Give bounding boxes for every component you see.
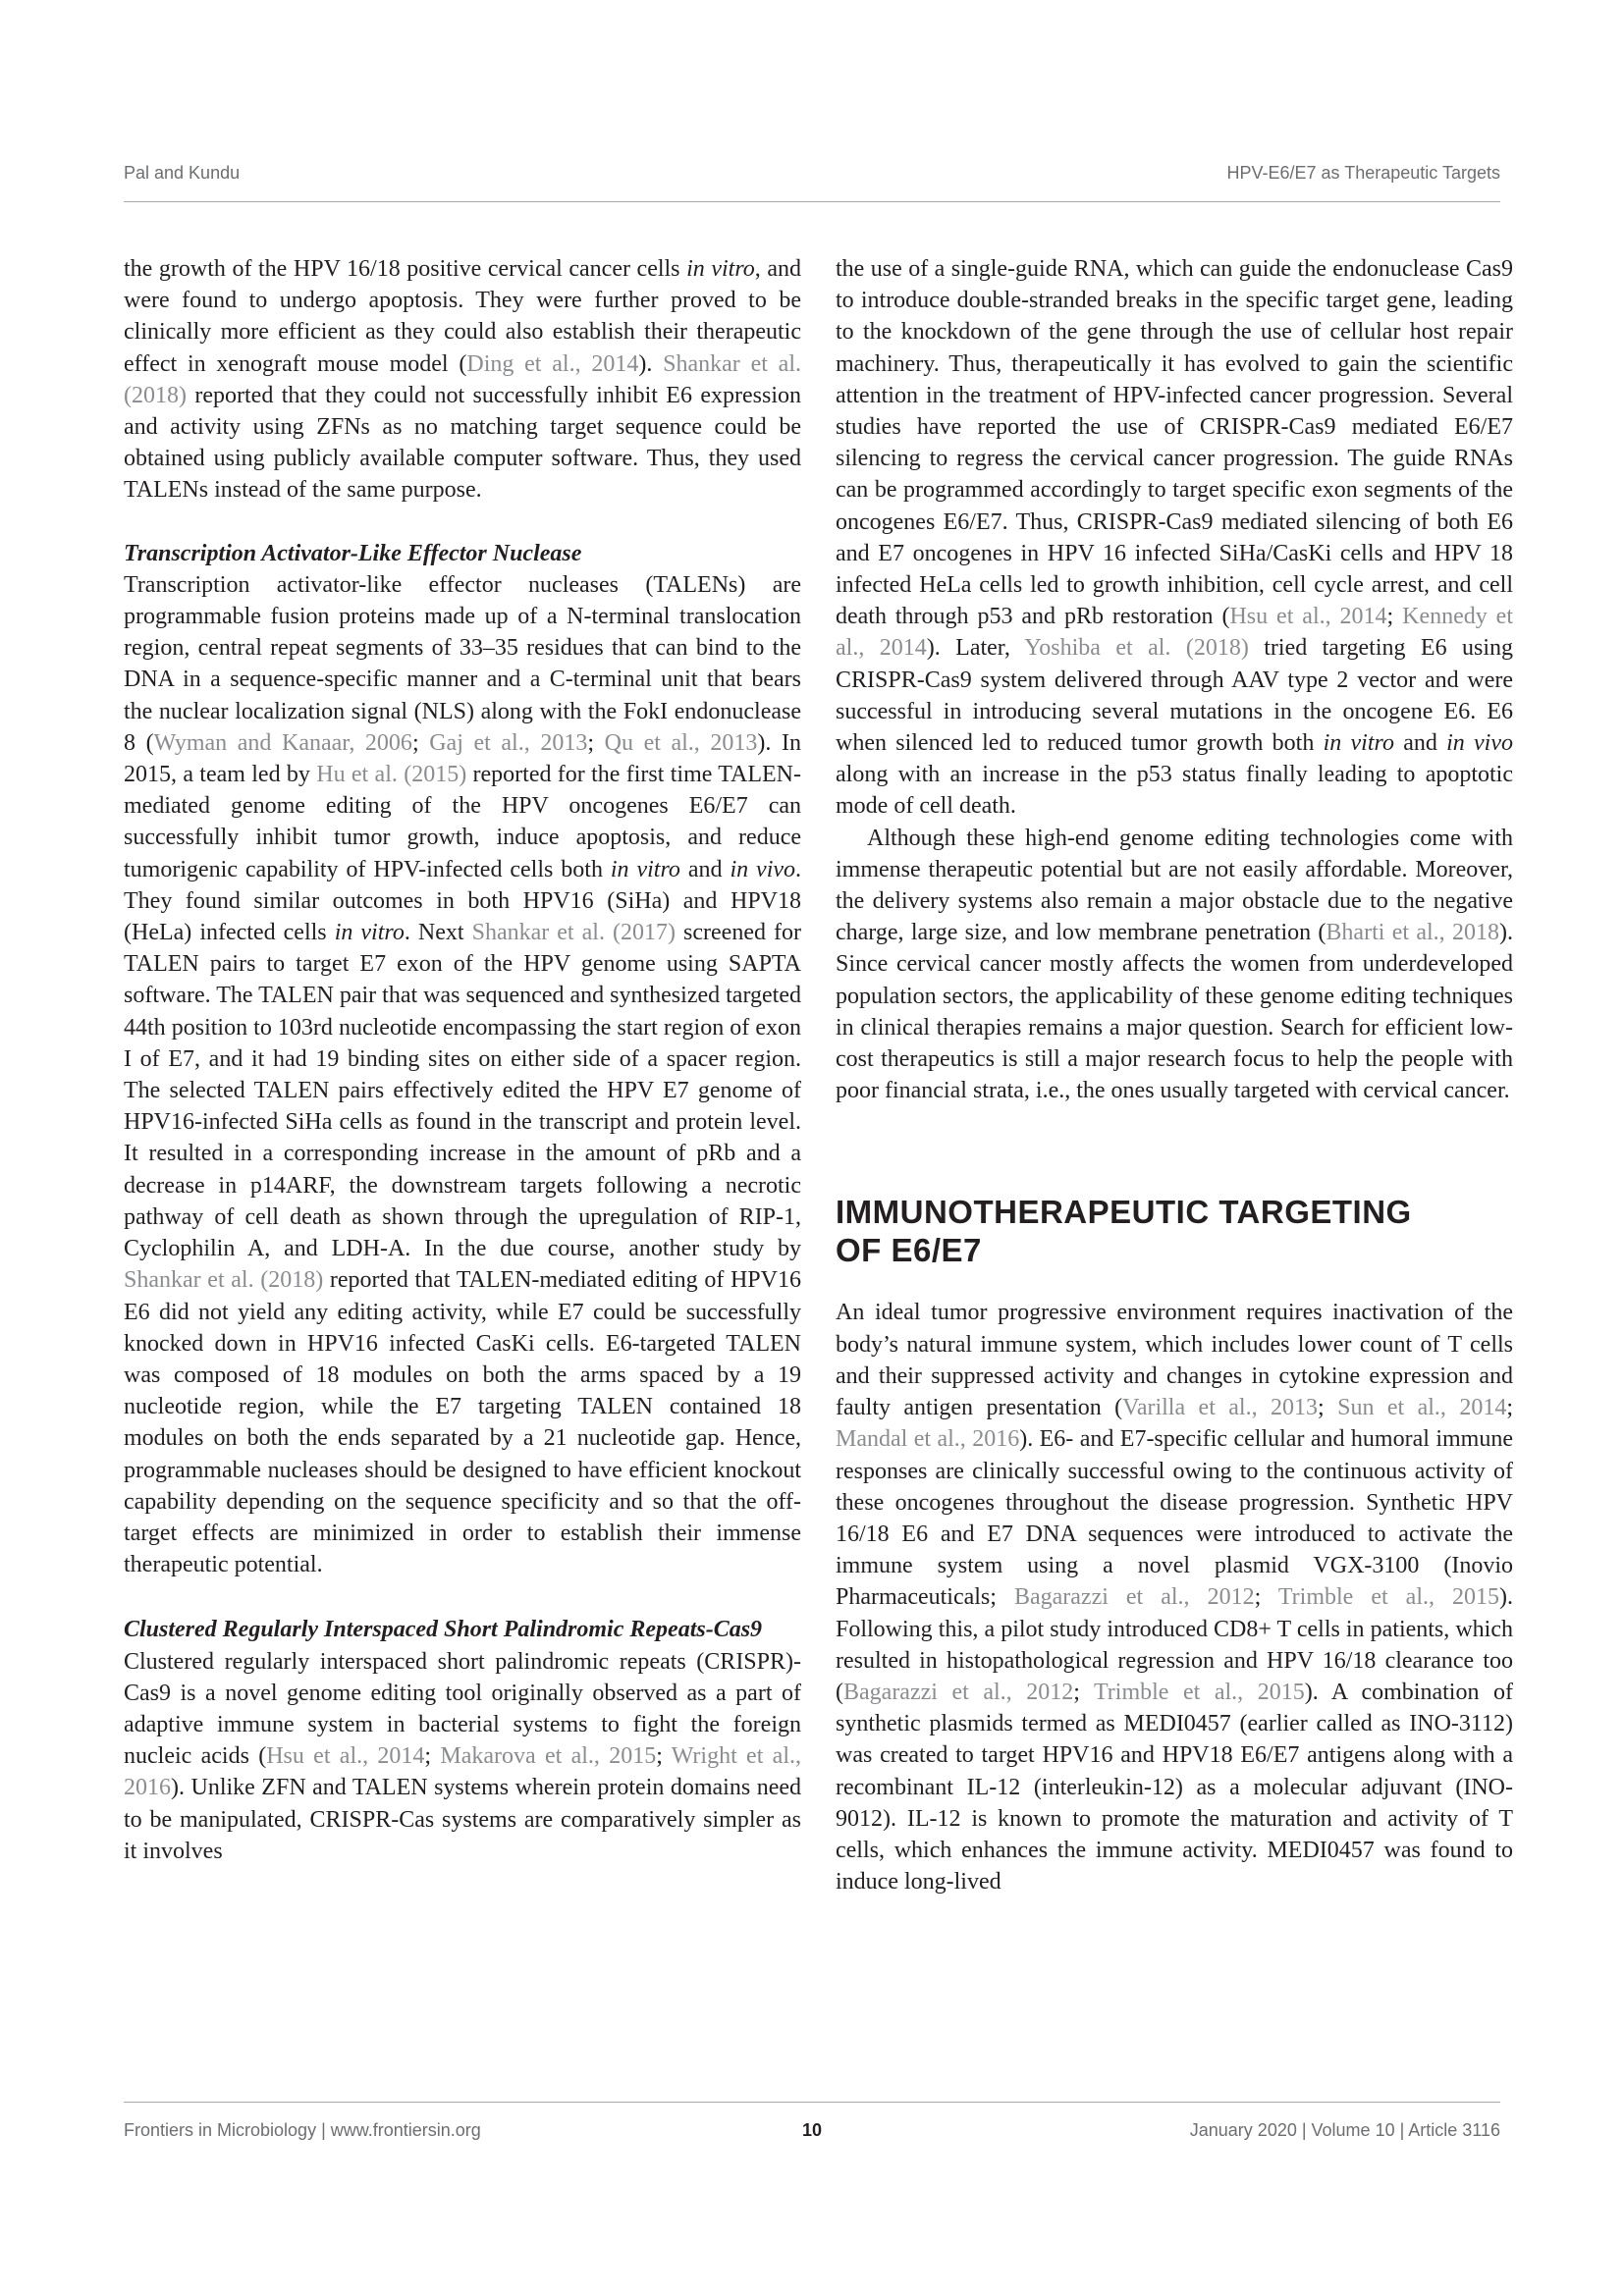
section-title-immunotherapeutic — [836, 1193, 1513, 1269]
subheading-talen: Transcription Activator-Like Effector Nuclease — [124, 540, 582, 566]
italic-term: in vitro — [686, 256, 755, 282]
italic-term: in vivo — [730, 856, 796, 882]
subheading-crispr: Clustered Regularly Interspaced Short Palindromic Repeats-Cas9 — [124, 1617, 763, 1643]
italic-term: in vitro — [1323, 730, 1394, 757]
citation-link[interactable]: Bagarazzi et al., 2012 — [843, 1679, 1074, 1705]
citation-link[interactable]: Qu et al., 2013 — [604, 729, 758, 756]
citation-link[interactable]: Shankar et al. (2018) — [124, 1267, 324, 1294]
citation-link[interactable]: Mandal et al., 2016 — [836, 1426, 1020, 1453]
citation-link[interactable]: Trimble et al., 2015 — [1277, 1584, 1500, 1611]
citation-link[interactable]: Wright et al., 2016 — [124, 1743, 801, 1801]
page-number: 10 — [801, 2120, 823, 2140]
paragraph-immunotherapy: An ideal tumor progressive environment requires inactivation of the body’s natural immune system, which includes lower count of T cells and their suppressed activity and changes in cytokine expression and faulty antigen presentation (Varilla et al., 2013; Sun et al., 2014; Mandal et al., 2016). E6- and E7-specific cellular and humoral immune responses are clinically successful owing to the continuous activity of these oncogenes throughout the disease progression. Synthetic HPV 16/18 E6 and E7 DNA sequences were introduced to activate the immune system using a novel plasmid VGX-3100 (Inovio Pharmaceuticals; Bagarazzi et al., 2012; Trimble et al., 2015). Following this, a pilot study introduced CD8+ T cells in patients, which resulted in histopathological regression and HPV 16/18 clearance too (Bagarazzi et al., 2012; Trimble et al., 2015). A combination of synthetic plasmids termed as MEDI0457 (earlier called as INO-3112) was created to target HPV16 and HPV18 E6/E7 antigens along with a recombinant IL-12 (interleukin-12) as a molecular adjuvant (INO-9012). IL-12 is known to promote the maturation and activity of T cells, which enhances the immune activity. MEDI0457 was found to induce long-lived — [836, 1300, 1514, 1896]
citation-link[interactable]: Hsu et al., 2014 — [1229, 604, 1387, 630]
left-column — [124, 253, 801, 1867]
footer-rule — [124, 2102, 1500, 2103]
citation-link[interactable]: Gaj et al., 2013 — [429, 729, 588, 756]
citation-link[interactable]: Hu et al. (2015) — [316, 762, 467, 788]
citation-link[interactable]: Yoshiba et al. (2018) — [1024, 635, 1249, 662]
footer-issue: January 2020 | Volume 10 | Article 3116 — [1189, 2120, 1500, 2140]
italic-term: in vitro — [334, 920, 405, 946]
citation-link[interactable]: Varilla et al., 2013 — [1122, 1395, 1319, 1421]
citation-link[interactable]: Hsu et al., 2014 — [266, 1743, 425, 1770]
italic-term: in vivo — [1446, 730, 1514, 757]
section-title-line2: OF E6/E7 — [836, 1232, 982, 1269]
paragraph-crispr-intro: Clustered regularly interspaced short palindromic repeats (CRISPR)-Cas9 is a novel genome editing tool originally observed as a part of adaptive immune system in bacterial systems to fight the foreign nucleic acids (Hsu et al., 2014; Makarova et al., 2015; Wright et al., 2016). Unlike ZFN and TALEN systems wherein protein domains need to be manipulated, CRISPR-Cas systems are comparatively simpler as it involves — [124, 1648, 801, 1864]
running-header-title: HPV-E6/E7 as Therapeutic Targets — [1226, 163, 1500, 183]
citation-link[interactable]: Trimble et al., 2015 — [1093, 1679, 1305, 1705]
citation-link[interactable]: Bagarazzi et al., 2012 — [1013, 1584, 1255, 1611]
citation-link[interactable]: Bharti et al., 2018 — [1326, 920, 1499, 946]
citation-link[interactable]: Kennedy et al., 2014 — [836, 604, 1514, 662]
citation-link[interactable]: Shankar et al. (2017) — [471, 920, 676, 946]
citation-link[interactable]: Ding et al., 2014 — [466, 350, 639, 377]
header-rule — [124, 201, 1500, 202]
citation-link[interactable]: Wyman and Kanaar, 2006 — [153, 729, 412, 756]
section-title-line1: IMMUNOTHERAPEUTIC TARGETING — [836, 1194, 1412, 1231]
paragraph-gap — [124, 1580, 801, 1614]
paragraph-gap — [124, 507, 801, 538]
paragraph-zfn-conclusion: the growth of the HPV 16/18 positive cervical cancer cells in vitro, and were found to undergo apoptosis. They were further proved to be clinically more efficient as they could also establish their therapeutic effect in xenograft mouse model (Ding et al., 2014). Shankar et al. (2018) reported that they could not successfully inhibit E6 expression and activity using ZFNs as no matching target sequence could be obtained using publicly available computer software. Thus, they used TALENs instead of the same purpose. — [124, 256, 802, 504]
paragraph-talen: Transcription activator-like effector nucleases (TALENs) are programmable fusion proteins made up of a N-terminal translocation region, central repeat segments of 33–35 residues that can bind to the DNA in a sequence-specific manner and a C-terminal unit that bears the nuclear localization signal (NLS) along with the FokI endonuclease 8 (Wyman and Kanaar, 2006; Gaj et al., 2013; Qu et al., 2013). In 2015, a team led by Hu et al. (2015) reported for the first time TALEN-mediated genome editing of the HPV oncogenes E6/E7 can successfully inhibit tumor growth, induce apoptosis, and reduce tumorigenic capability of HPV-infected cells both in vitro and in vivo. They found similar outcomes in both HPV16 (SiHa) and HPV18 (HeLa) infected cells in vitro. Next Shankar et al. (2017) screened for TALEN pairs to target E7 exon of the HPV genome using SAPTA software. The TALEN pair that was sequenced and synthesized targeted 44th position to 103rd nucleotide encompassing the start region of exon I of E7, and it had 19 binding sites on either side of a spacer region. The selected TALEN pairs effectively edited the HPV E7 genome of HPV16-infected SiHa cells as found in the transcript and protein level. It resulted in a corresponding increase in the amount of pRb and a decrease in p14ARF, the downstream targets following a necrotic pathway of cell death as shown through the upregulation of RIP-1, Cyclophilin A, and LDH-A. In the due course, another study by Shankar et al. (2018) reported that TALEN-mediated editing of HPV16 E6 did not yield any editing activity, while E7 could be successfully knocked down in HPV16 infected CasKi cells. E6-targeted TALEN was composed of 18 modules on both the arms spaced by a 19 nucleotide region, while the E7 targeting TALEN contained 18 modules on both the ends separated by a 21 nucleotide gap. Hence, programmable nucleases should be designed to have efficient knockout capability depending on the sequence specificity and so that the off-target effects are minimized in order to establish their immense therapeutic potential. — [124, 571, 802, 1578]
citation-link[interactable]: Shankar et al. (2018) — [124, 350, 801, 408]
citation-link[interactable]: Sun et al., 2014 — [1337, 1395, 1507, 1421]
paragraph-genome-editing-cost: Although these high-end genome editing technologies come with immense therapeutic potential but are not easily affordable. Moreover, the delivery systems also remain a major obstacle due to the negative charge, large size, and low membrane penetration (Bharti et al., 2018). Since cervical cancer mostly affects the women from underdeveloped population sectors, the applicability of these genome editing techniques in clinical therapies remains a major question. Search for efficient low-cost therapeutics is still a major research focus to help the people with poor financial strata, i.e., the ones usually targeted with cervical cancer. — [836, 825, 1513, 1104]
citation-link[interactable]: Makarova et al., 2015 — [440, 1743, 657, 1770]
right-column — [836, 253, 1513, 1897]
italic-term: in vitro — [610, 856, 680, 882]
running-header-authors: Pal and Kundu — [124, 163, 241, 183]
footer-journal: Frontiers in Microbiology | www.frontiersin.org — [124, 2120, 481, 2140]
paragraph-crispr-continued: the use of a single-guide RNA, which can guide the endonuclease Cas9 to introduce double-stranded breaks in the specific target gene, leading to the knockdown of the gene through the use of cellular host repair machinery. Thus, therapeutically it has evolved to gain the scientific attention in the treatment of HPV-infected cancer progression. Several studies have reported the use of CRISPR-Cas9 mediated E6/E7 silencing to regress the cervical cancer progression. The guide RNAs can be programmed accordingly to target specific exon segments of the oncogenes E6/E7. Thus, CRISPR-Cas9 mediated silencing of both E6 and E7 oncogenes in HPV 16 infected SiHa/CasKi cells and HPV 18 infected HeLa cells led to growth inhibition, cell cycle arrest, and cell death through p53 and pRb restoration (Hsu et al., 2014; Kennedy et al., 2014). Later, Yoshiba et al. (2018) tried targeting E6 using CRISPR-Cas9 system delivered through AAV type 2 vector and were successful in introducing several mutations in the oncogene E6. E6 when silenced led to reduced tumor growth both in vitro and in vivo along with an increase in the p53 status finally leading to apoptotic mode of cell death. — [836, 256, 1514, 820]
